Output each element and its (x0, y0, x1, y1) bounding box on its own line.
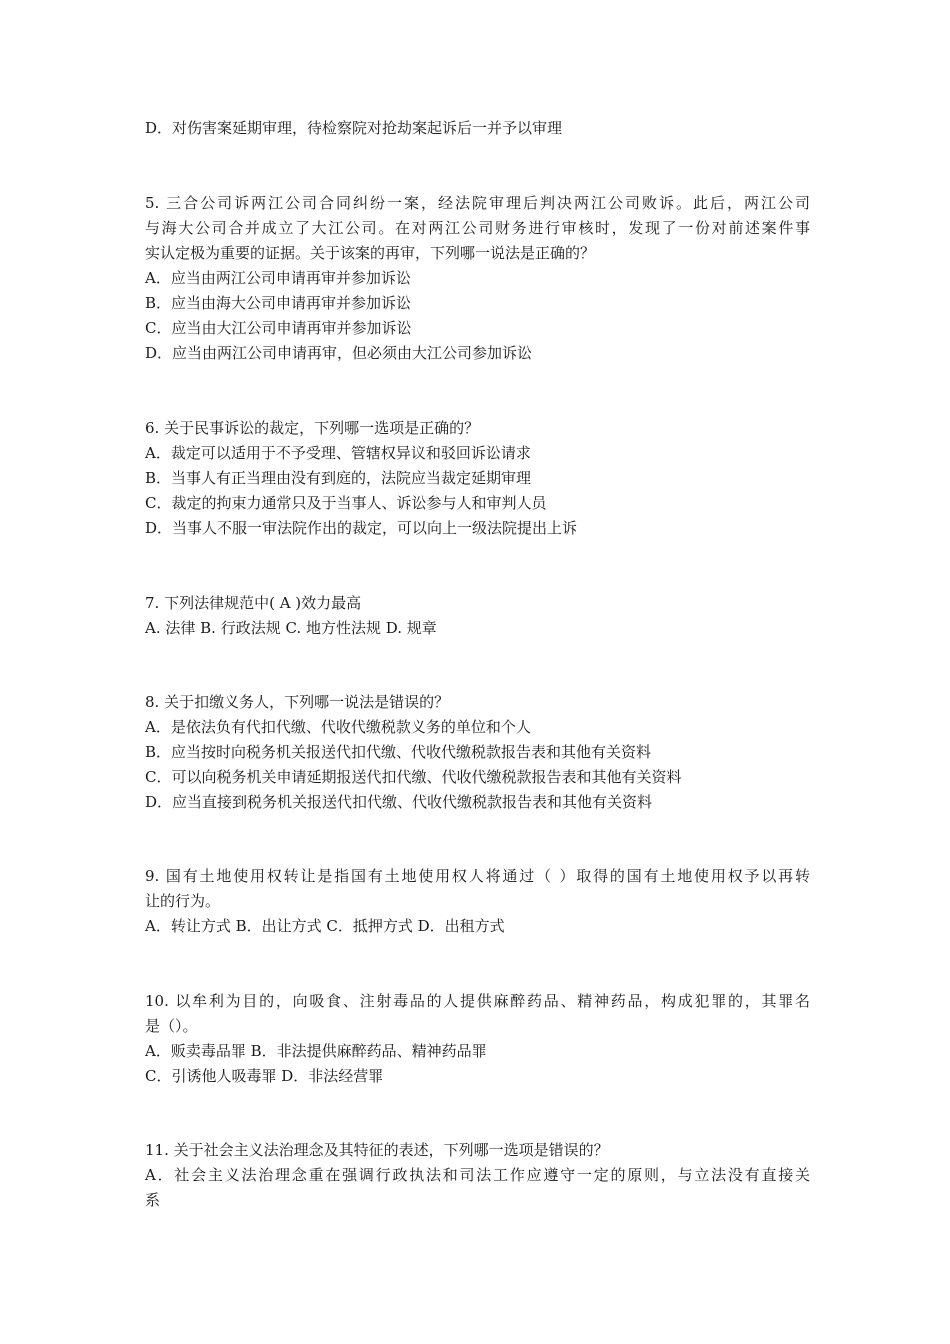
q8-option-a: A．是依法负有代扣代缴、代收代缴税款义务的单位和个人 (145, 718, 531, 736)
q5-option-c: C．应当由大江公司申请再审并参加诉讼 (145, 319, 412, 337)
q11-option-a-line-1: A．社会主义法治理念重在强调行政执法和司法工作应遵守一定的原则，与立法没有直接关 (145, 1166, 810, 1184)
q7-options: A. 法律 B. 行政法规 C. 地方性法规 D. 规章 (145, 619, 437, 637)
q8-stem: 8. 关于扣缴义务人，下列哪一说法是错误的？ (145, 693, 450, 711)
q10-stem-line-2: 是（）。 (145, 1017, 198, 1035)
q5-option-a: A．应当由两江公司申请再审并参加诉讼 (145, 269, 411, 287)
q6-stem: 6. 关于民事诉讼的裁定，下列哪一选项是正确的？ (145, 419, 480, 437)
q8-option-b: B．应当按时向税务机关报送代扣代缴、代收代缴税款报告表和其他有关资料 (145, 743, 652, 761)
q10-stem-line-1: 10. 以牟利为目的，向吸食、注射毒品的人提供麻醉药品、精神药品，构成犯罪的，其罪名 (145, 992, 810, 1010)
q9-options: A．转让方式 B．出让方式 C．抵押方式 D．出租方式 (145, 917, 505, 935)
q10-options-line-1: A．贩卖毒品罪 B．非法提供麻醉药品、精神药品罪 (145, 1042, 487, 1060)
q5-stem-line-1: 5. 三合公司诉两江公司合同纠纷一案，经法院审理后判决两江公司败诉。此后，两江公司 (145, 194, 810, 212)
q11-stem: 11. 关于社会主义法治理念及其特征的表述，下列哪一选项是错误的？ (145, 1141, 609, 1159)
q6-option-d: D．当事人不服一审法院作出的裁定，可以向上一级法院提出上诉 (145, 519, 578, 537)
q5-stem-line-3: 实认定极为重要的证据。关于该案的再审，下列哪一说法是正确的？ (145, 244, 596, 262)
q9-stem-line-1: 9. 国有土地使用权转让是指国有土地使用权人将通过（ ）取得的国有土地使用权予以再转 (145, 867, 810, 885)
q5-option-d: D．应当由两江公司申请再审，但必须由大江公司参加诉讼 (145, 344, 533, 362)
q4-option-d: D．对伤害案延期审理，待检察院对抢劫案起诉后一并予以审理 (145, 119, 563, 137)
q10-options-line-2: C．引诱他人吸毒罪 D．非法经营罪 (145, 1067, 384, 1085)
q6-option-c: C．裁定的拘束力通常只及于当事人、诉讼参与人和审判人员 (145, 494, 547, 512)
q8-option-c: C．可以向税务机关申请延期报送代扣代缴、代收代缴税款报告表和其他有关资料 (145, 768, 682, 786)
q7-stem: 7. 下列法律规范中( A )效力最高 (145, 594, 362, 612)
q5-stem-line-2: 与海大公司合并成立了大江公司。在对两江公司财务进行审核时，发现了一份对前述案件事 (145, 219, 810, 237)
q6-option-a: A．裁定可以适用于不予受理、管辖权异议和驳回诉讼请求 (145, 444, 531, 462)
q11-option-a-line-2: 系 (145, 1191, 161, 1209)
q6-option-b: B．当事人有正当理由没有到庭的，法院应当裁定延期审理 (145, 469, 532, 487)
q9-stem-line-2: 让的行为。 (145, 892, 221, 910)
q8-option-d: D．应当直接到税务机关报送代扣代缴、代收代缴税款报告表和其他有关资料 (145, 793, 653, 811)
q5-option-b: B．应当由海大公司申请再审并参加诉讼 (145, 294, 412, 312)
